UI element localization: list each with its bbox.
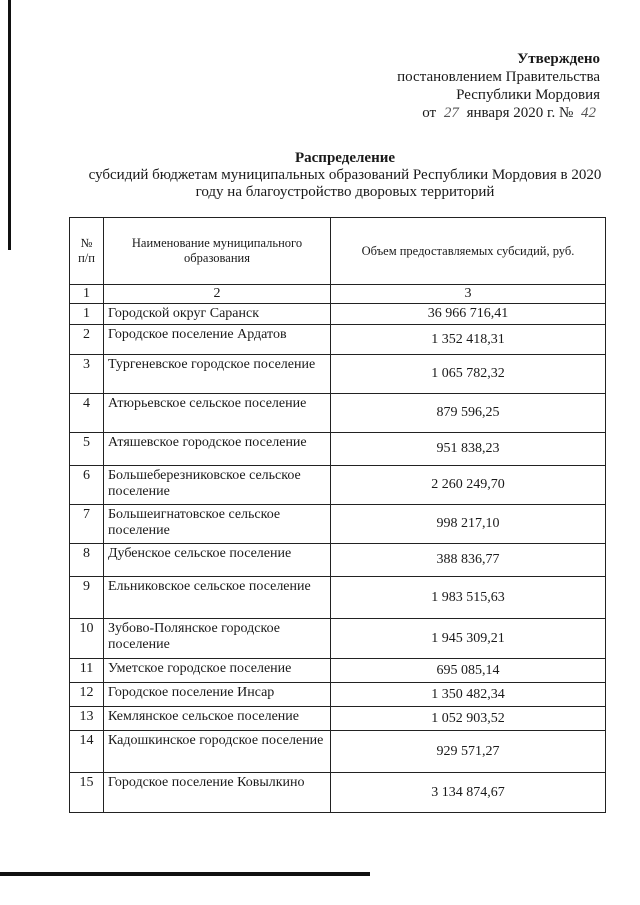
table-row xyxy=(70,731,606,773)
table-row xyxy=(70,433,606,466)
table-row xyxy=(70,505,606,544)
index-cell: 1 xyxy=(70,285,104,304)
row-value: 1 065 782,32 xyxy=(331,355,606,394)
row-name: Атяшевское городское поселение xyxy=(104,433,331,466)
title-subtitle: субсидий бюджетам муниципальных образований Республики Мордовия в 2020 году на благоустройство дворовых территорий xyxy=(88,167,602,200)
row-name: Городское поселение Ардатов xyxy=(104,325,331,355)
row-value: 695 085,14 xyxy=(331,659,606,683)
table-row xyxy=(70,325,606,355)
table-row xyxy=(70,773,606,813)
header-value: Объем предоставляемых субсидий, руб. xyxy=(331,218,606,285)
table-header-row xyxy=(70,218,606,285)
row-value: 1 983 515,63 xyxy=(331,577,606,619)
row-name: Зубово-Полянское городское поселение xyxy=(104,619,331,659)
row-number: 6 xyxy=(70,466,104,505)
approval-block xyxy=(370,50,600,122)
index-cell: 3 xyxy=(331,285,606,304)
row-number: 12 xyxy=(70,683,104,707)
row-name: Городское поселение Ковылкино xyxy=(104,773,331,813)
row-number: 10 xyxy=(70,619,104,659)
row-number: 4 xyxy=(70,394,104,433)
row-number: 11 xyxy=(70,659,104,683)
approval-line-3: Республики Мордовия xyxy=(456,87,600,103)
table-row xyxy=(70,394,606,433)
row-number: 2 xyxy=(70,325,104,355)
approval-month-year: января 2020 г. № xyxy=(466,105,574,121)
row-value: 3 134 874,67 xyxy=(331,773,606,813)
table-index-row xyxy=(70,285,606,304)
row-name: Тургеневское городское поселение xyxy=(104,355,331,394)
row-name: Дубенское сельское поселение xyxy=(104,544,331,577)
table-row xyxy=(70,304,606,325)
row-name: Большеигнатовское сельское поселение xyxy=(104,505,331,544)
row-value: 879 596,25 xyxy=(331,394,606,433)
index-cell: 2 xyxy=(104,285,331,304)
subsidy-table xyxy=(69,217,606,813)
row-value: 1 052 903,52 xyxy=(331,707,606,731)
table-row xyxy=(70,683,606,707)
row-number: 14 xyxy=(70,731,104,773)
row-value: 2 260 249,70 xyxy=(331,466,606,505)
row-value: 1 350 482,34 xyxy=(331,683,606,707)
row-number: 9 xyxy=(70,577,104,619)
table-row xyxy=(70,619,606,659)
row-name: Ельниковское сельское поселение xyxy=(104,577,331,619)
header-number: № п/п xyxy=(70,218,104,285)
row-value: 388 836,77 xyxy=(331,544,606,577)
row-name: Городской округ Саранск xyxy=(104,304,331,325)
row-value: 929 571,27 xyxy=(331,731,606,773)
document-title xyxy=(80,150,610,201)
approval-line-2: постановлением Правительства xyxy=(397,69,600,85)
table-row xyxy=(70,466,606,505)
row-value: 1 352 418,31 xyxy=(331,325,606,355)
title-heading: Распределение xyxy=(294,150,396,166)
row-number: 13 xyxy=(70,707,104,731)
table-row xyxy=(70,544,606,577)
row-number: 1 xyxy=(70,304,104,325)
row-name: Кадошкинское городское поселение xyxy=(104,731,331,773)
row-name: Большеберезниковское сельское поселение xyxy=(104,466,331,505)
approval-title: Утверждено xyxy=(517,51,600,67)
row-number: 5 xyxy=(70,433,104,466)
header-name: Наименование муниципального образования xyxy=(104,218,331,285)
table-row xyxy=(70,707,606,731)
scan-edge-bottom xyxy=(0,872,370,876)
row-value: 36 966 716,41 xyxy=(331,304,606,325)
row-value: 951 838,23 xyxy=(331,433,606,466)
scan-edge-left xyxy=(8,0,11,250)
row-name: Кемлянское сельское поселение xyxy=(104,707,331,731)
table-row xyxy=(70,577,606,619)
row-value: 1 945 309,21 xyxy=(331,619,606,659)
approval-date-line xyxy=(370,104,600,122)
row-name: Уметское городское поселение xyxy=(104,659,331,683)
row-number: 7 xyxy=(70,505,104,544)
row-value: 998 217,10 xyxy=(331,505,606,544)
row-name: Городское поселение Инсар xyxy=(104,683,331,707)
row-number: 15 xyxy=(70,773,104,813)
table-row xyxy=(70,355,606,394)
table-row xyxy=(70,659,606,683)
approval-number: 42 xyxy=(581,105,596,121)
row-number: 8 xyxy=(70,544,104,577)
row-number: 3 xyxy=(70,355,104,394)
approval-day: 27 xyxy=(443,105,459,121)
approval-date-prefix: от xyxy=(422,105,437,121)
row-name: Атюрьевское сельское поселение xyxy=(104,394,331,433)
